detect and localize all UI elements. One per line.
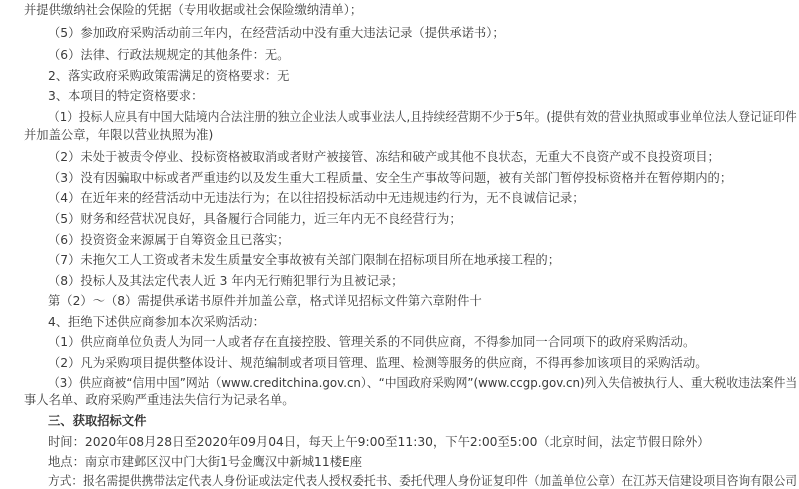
section-heading: 三、获取招标文件 <box>48 414 147 428</box>
text-line: （8）投标人及其法定代表人近 3 年内无行贿犯罪行为且被记录； <box>48 274 404 288</box>
text-line: （3）供应商被“信用中国”网站（www.creditchina.gov.cn）、“中国政府采购网”(www.ccgp.gov.cn)列入失信被执行人、重大税收违法案件当 <box>48 376 798 390</box>
text-line: 3、本项目的特定资格要求： <box>48 89 204 103</box>
text-line: （6）投资资金来源属于自筹资金且已落实； <box>48 233 290 247</box>
text-line: 时间：2020年08月28日至2020年09月04日，每天上午9:00至11:30，下午2:00至5:00（北京时间，法定节假日除外） <box>48 435 710 449</box>
text-line: 方式：报名需提供携带法定代表人身份证或法定代表人授权委托书、委托代理人身份证复印件（加盖单位公章）在江苏天信建设项目咨询有限公司 <box>48 474 798 488</box>
text-line: 并加盖公章，年限以营业执照为准) <box>24 128 214 142</box>
text-line: （2）未处于被责令停业、投标资格被取消或者财产被接管、冻结和破产或其他不良状态，无重大不良资产或不良投资项目； <box>48 150 720 164</box>
text-line: （5）财务和经营状况良好，具备履行合同能力，近三年内无不良经营行为； <box>48 212 462 226</box>
text-line: 第（2）～（8）需提供承诺书原件并加盖公章，格式详见招标文件第六章附件十 <box>48 294 482 308</box>
text-line: 2、落实政府采购政策需满足的资格要求：无 <box>48 69 290 83</box>
text-line: 事人名单、政府采购严重违法失信行为记录名单。 <box>24 393 295 407</box>
text-line: （1）供应商单位负责人为同一人或者存在直接控股、管理关系的不同供应商，不得参加同一合同项下的政府采购活动。 <box>48 335 696 349</box>
text-line: （3）没有因骗取中标或者严重违约以及发生重大工程质量、安全生产事故等问题，被有关部门暂停投标资格并在暂停期内的； <box>48 171 733 185</box>
text-line: （4）在近年来的经营活动中无违法行为；在以往招投标活动中无违规违约行为，无不良诚信记录； <box>48 191 585 205</box>
text-line: 4、拒绝下述供应商参加本次采购活动： <box>48 315 265 329</box>
text-line: （5）参加政府采购活动前三年内，在经营活动中没有重大违法记录（提供承诺书）； <box>48 26 505 40</box>
text-line: 并提供缴纳社会保险的凭据（专用收据或社会保险缴纳清单）； <box>24 3 363 17</box>
text-line: （1）投标人应具有中国大陆境内合法注册的独立企业法人或事业法人,且持续经营期不少于5年。(提供有效的营业执照或事业单位法人登记证印件 <box>48 110 797 124</box>
text-line: 地点：南京市建邺区汉中门大街1号金鹰汉中新城11楼E座 <box>48 455 363 469</box>
text-line: （7）未拖欠工人工资或者未发生质量安全事故被有关部门限制在招标项目所在地承接工程的； <box>48 253 560 267</box>
text-line: （6）法律、行政法规规定的其他条件：无。 <box>48 48 290 62</box>
text-line: （2）凡为采购项目提供整体设计、规范编制或者项目管理、监理、检测等服务的供应商，不得再参加该项目的采购活动。 <box>48 356 708 370</box>
